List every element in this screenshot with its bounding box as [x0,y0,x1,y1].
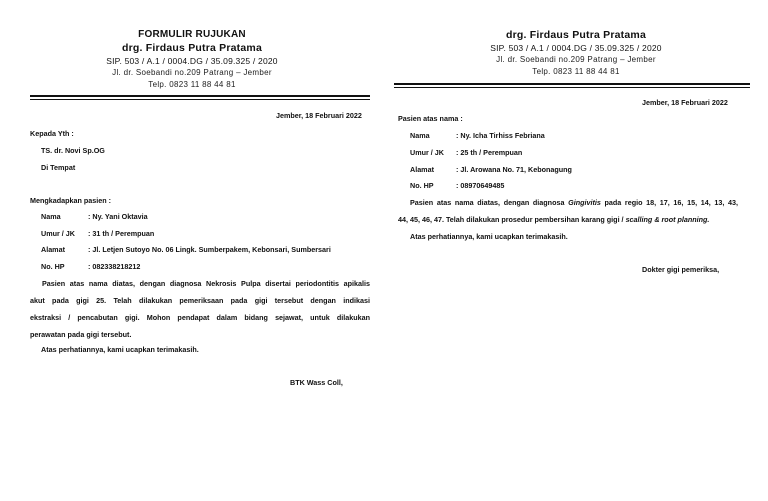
field-label-name: Nama [410,131,430,140]
clinic-phone: Telp. 0823 11 88 44 81 [148,80,236,89]
body-line: Pasien atas nama diatas, dengan diagnosa Nekrosis Pulpa disertai periodontitis apikalis [42,279,370,288]
report-body [398,194,738,228]
field-value-age: : 31 th / Perempuan [88,229,155,238]
field-label-age: Umur / JK [410,148,444,157]
clinic-address: Jl. dr. Soebandi no.209 Patrang – Jember [496,55,656,64]
header-divider-thick [30,95,370,97]
referral-body [30,275,370,343]
header-divider-thick [394,83,750,85]
header-divider-thin [30,99,370,100]
header-divider-thin [394,87,750,88]
diagnosis-text: Gingivitis [568,198,601,207]
body-text: pada regio 18, 17, 16, 15, 14, 13, 43, [600,198,738,207]
clinic-phone: Telp. 0823 11 88 44 81 [532,67,620,76]
doctor-name: drg. Firdaus Putra Pratama [122,42,262,54]
doctor-name: drg. Firdaus Putra Pratama [506,29,646,41]
body-line [398,211,738,228]
field-value-phone: : 08970649485 [456,181,505,190]
field-label-age: Umur / JK [41,229,75,238]
procedure-text: scalling & root planning. [625,215,710,224]
body-text: 44, 45, 46, 47. Telah dilakukan prosedur pembersihan karang gigi / [398,215,626,224]
patient-intro: Mengkadapkan pasien : [30,196,112,205]
body-line: ekstraksi / pencabutan gigi. Mohon pendapat dalam bidang sejawat, untuk dilakukan [30,313,370,322]
field-label-address: Alamat [41,245,65,254]
signature-line: Dokter gigi pemeriksa, [642,265,720,274]
field-label-phone: No. HP [410,181,434,190]
body-line: akut pada gigi 25. Telah dilakukan pemeriksaan pada gigi tersebut dengan indikasi [30,296,370,305]
field-label-address: Alamat [410,165,434,174]
field-value-phone: : 082338218212 [88,262,141,271]
form-title: FORMULIR RUJUKAN [138,29,246,40]
letter-date: Jember, 18 Februari 2022 [276,111,362,120]
signature-line: BTK Wass Coll, [290,378,343,387]
field-value-address: : Jl. Arowana No. 71, Kebonagung [456,165,572,174]
recipient-name: TS. dr. Novi Sp.OG [41,146,105,155]
field-value-address: : Jl. Letjen Sutoyo No. 06 Lingk. Sumberpakem, Kebonsari, Sumbersari [88,245,331,254]
license-number: SIP. 503 / A.1 / 0004.DG / 35.09.325 / 2020 [106,56,278,66]
recipient-label: Kepada Yth : [30,129,74,138]
closing-thanks: Atas perhatiannya, kami ucapkan terimakasih. [41,345,199,354]
closing-thanks: Atas perhatiannya, kami ucapkan terimakasih. [410,232,568,241]
field-label-name: Nama [41,212,61,221]
field-label-phone: No. HP [41,262,65,271]
recipient-place: Di Tempat [41,163,76,172]
field-value-name: : Ny. Yani Oktavia [88,212,148,221]
license-number: SIP. 503 / A.1 / 0004.DG / 35.09.325 / 2020 [490,43,662,53]
body-text: Pasien atas nama diatas, dengan diagnosa [410,198,569,207]
dental-report-document [384,0,768,501]
clinic-address: Jl. dr. Soebandi no.209 Patrang – Jember [112,68,272,77]
letter-date: Jember, 18 Februari 2022 [642,98,728,107]
field-value-name: : Ny. Icha Tirhiss Febriana [456,131,545,140]
body-line [398,194,738,211]
patient-intro: Pasien atas nama : [398,114,463,123]
field-value-age: : 25 th / Perempuan [456,148,523,157]
body-line: perawatan pada gigi tersebut. [30,330,132,339]
